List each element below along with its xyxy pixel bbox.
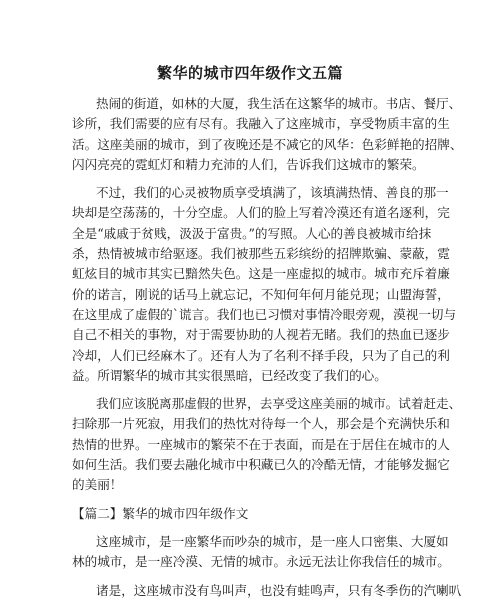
text-line: 冷却，人们已经麻木了。还有人为了名利不择手段，只为了自己的利 xyxy=(72,347,450,363)
paragraph-3 xyxy=(72,394,462,495)
text-line: 诊所，我们需要的应有尽有。我融入了这座城市，享受物质丰富的生 xyxy=(72,116,450,132)
text-line: 的美丽！ xyxy=(72,477,123,493)
paragraph-gap xyxy=(72,386,432,394)
text-line: 热情的世界。一座城市的繁荣不在于表面，而是在于居住在城市的人 xyxy=(72,436,450,452)
text-line: 扫除那一片死寂，用我们的热忱对待每一个人，那会是个充满快乐和 xyxy=(72,416,450,432)
text-line: 如何生活。我们要去融化城市中积藏已久的冷酷无情，才能够发掘它 xyxy=(72,457,450,473)
text-line: 益。所谓繁华的城市其实很黑暗，已经改变了我们的心。 xyxy=(72,367,387,383)
text-line: 这座城市，是一座繁华而吵杂的城市，是一座人口密集、大厦如 xyxy=(96,533,449,549)
text-line: 热闹的街道，如林的大厦，我生活在这繁华的城市。书店、餐厅、 xyxy=(96,96,462,111)
text-line: 杀，热情被城市给驱逐。我们被那些五彩缤纷的招牌欺骗、蒙蔽，霓 xyxy=(72,246,450,262)
paragraph-gap xyxy=(72,175,432,183)
text-line: 闪闪亮亮的霓虹灯和精力充沛的人们，告诉我们这城市的繁荣。 xyxy=(72,156,425,172)
paragraph-2 xyxy=(72,183,457,386)
paragraph-1 xyxy=(72,94,463,175)
text-line: 诸是，这座城市没有鸟叫声，也没有蛙鸣声，只有冬季伤的汽喇叭 xyxy=(96,582,462,598)
text-line: 块却是空荡荡的，十分空虚。人们的脸上写着冷漠还有道名逐利，完 xyxy=(72,205,450,221)
paragraph-gap xyxy=(72,496,432,504)
paragraph-gap xyxy=(72,573,432,581)
paragraph-gap xyxy=(72,524,432,532)
text-line: 我们应该脱离那虚假的世界，去享受这座美丽的城市。试着赶走、 xyxy=(96,396,462,412)
text-line: 自己不相关的事物，对于需要协助的人视若无睹。我们的热血已逐步 xyxy=(72,327,450,343)
text-line: 虹炫目的城市其实已黯然失色。这是一座虚拟的城市。城市充斥着廉 xyxy=(72,266,450,282)
text-line: 在这里成了虚假的`谎言。我们也已习惯对事情冷眼旁观，漠视一切与 xyxy=(72,306,457,322)
text-line: 全是“戚戚于贫贱，汲汲于富贵。”的写照。人心的善良被城市给抹 xyxy=(72,225,432,241)
document-title: 繁华的城市四年级作文五篇 xyxy=(156,64,343,82)
paragraph-4 xyxy=(72,532,450,573)
section-heading: 【篇二】繁华的城市四年级作文 xyxy=(72,505,249,521)
text-line: 林的城市，是一座冷漠、无情的城市。永远无法让你我信任的城市。 xyxy=(72,554,450,570)
text-line: 价的诺言，刚说的话马上就忘记，不知何年何月能兑现；山盟海誓， xyxy=(72,286,450,302)
text-line: 不过，我们的心灵被物质享受填满了，该填满热情、善良的那一 xyxy=(96,185,449,201)
paragraph-5-cutoff xyxy=(72,581,462,601)
article-body xyxy=(72,94,463,601)
text-line: 活。这座美丽的城市，到了夜晚还是不减它的风华：色彩鲜艳的招牌、 xyxy=(72,136,463,152)
